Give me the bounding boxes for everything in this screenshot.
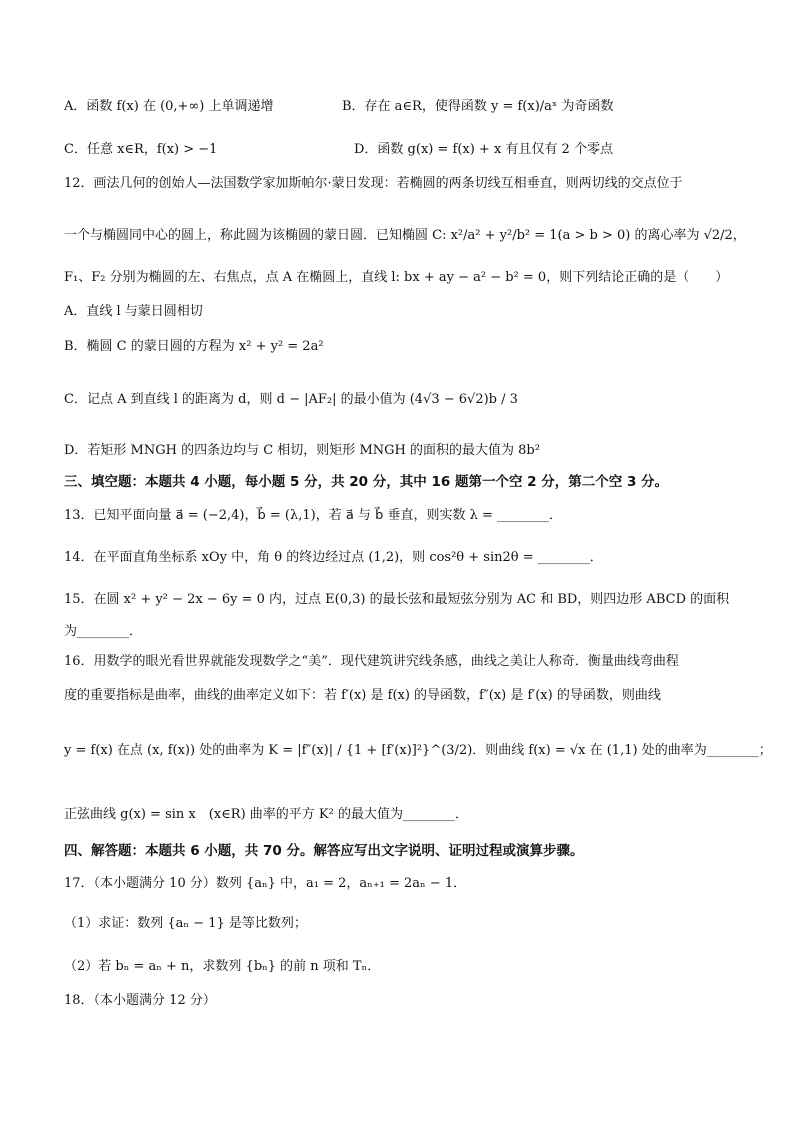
q11-option-a: A．函数 f(x) 在 (0,+∞) 上单调递增 bbox=[64, 99, 274, 114]
q17-part-2: （2）若 bₙ = aₙ + n，求数列 {bₙ} 的前 n 项和 Tₙ． bbox=[64, 959, 381, 974]
q16-line-1: 16．用数学的眼光看世界就能发现数学之“美”．现代建筑讲究线条感，曲线之美让人称奇．衡量曲线弯曲程 bbox=[64, 654, 679, 669]
q16-line-2: 度的重要指标是曲率，曲线的曲率定义如下：若 f′(x) 是 f(x) 的导函数，f″(x) 是 f′(x) 的导函数，则曲线 bbox=[64, 688, 661, 703]
q17-part-1: （1）求证：数列 {aₙ − 1} 是等比数列； bbox=[64, 916, 307, 931]
q16-line-3: y = f(x) 在点 (x, f(x)) 处的曲率为 K = |f″(x)| / {1 + [f′(x)]²}^(3/2)．则曲线 f(x) = √x 在 (1,1) 处的曲率为________； bbox=[64, 743, 772, 758]
q11-option-b: B．存在 a∈R，使得函数 y = f(x)/aˣ 为奇函数 bbox=[342, 99, 614, 114]
q12-stem-line-3: F₁、F₂ 分别为椭圆的左、右焦点，点 A 在椭圆上，直线 l: bx + ay − a² − b² = 0，则下列结论正确的是（ ） bbox=[64, 270, 729, 285]
q13: 13．已知平面向量 a⃗ = (−2,4)，b⃗ = (λ,1)，若 a⃗ 与 b⃗ 垂直，则实数 λ = ________． bbox=[64, 508, 562, 523]
q12-stem-line-2: 一个与椭圆同中心的圆上，称此圆为该椭圆的蒙日圆．已知椭圆 C: x²/a² + y²/b² = 1(a > b > 0) 的离心率为 √2/2， bbox=[64, 228, 746, 243]
q15-line-2: 为________． bbox=[64, 624, 143, 639]
q12-option-b: B．椭圆 C 的蒙日圆的方程为 x² + y² = 2a² bbox=[64, 339, 324, 354]
q18-stem: 18．（本小题满分 12 分） bbox=[64, 993, 216, 1008]
q15-line-1: 15．在圆 x² + y² − 2x − 6y = 0 内，过点 E(0,3) 的最长弦和最短弦分别为 AC 和 BD，则四边形 ABCD 的面积 bbox=[64, 592, 730, 607]
q12-option-d: D．若矩形 MNGH 的四条边均与 C 相切，则矩形 MNGH 的面积的最大值为 8b² bbox=[64, 443, 540, 458]
q11-option-c: C．任意 x∈R，f(x) > −1 bbox=[64, 142, 218, 157]
q12-option-c: C．记点 A 到直线 l 的距离为 d，则 d − |AF₂| 的最小值为 (4√3 − 6√2)b / 3 bbox=[64, 392, 518, 407]
q12-stem-line-1: 12．画法几何的创始人—法国数学家加斯帕尔·蒙日发现：若椭圆的两条切线互相垂直，则两切线的交点位于 bbox=[64, 176, 683, 191]
q11-option-d: D．函数 g(x) = f(x) + x 有且仅有 2 个零点 bbox=[354, 142, 613, 157]
q14: 14．在平面直角坐标系 xOy 中，角 θ 的终边经过点 (1,2)，则 cos²θ + sin2θ = ________． bbox=[64, 550, 603, 565]
q12-option-a: A．直线 l 与蒙日圆相切 bbox=[64, 304, 203, 319]
q16-line-4: 正弦曲线 g(x) = sin x (x∈R) 曲率的平方 K² 的最大值为________． bbox=[64, 807, 468, 822]
q17-stem: 17．（本小题满分 10 分）数列 {aₙ} 中，a₁ = 2，aₙ₊₁ = 2aₙ − 1． bbox=[64, 876, 467, 891]
section-4-heading: 四、解答题：本题共 6 小题，共 70 分。解答应写出文字说明、证明过程或演算步骤。 bbox=[64, 843, 584, 859]
section-3-heading: 三、填空题：本题共 4 小题，每小题 5 分，共 20 分，其中 16 题第一个空 2 分，第二个空 3 分。 bbox=[64, 474, 669, 490]
